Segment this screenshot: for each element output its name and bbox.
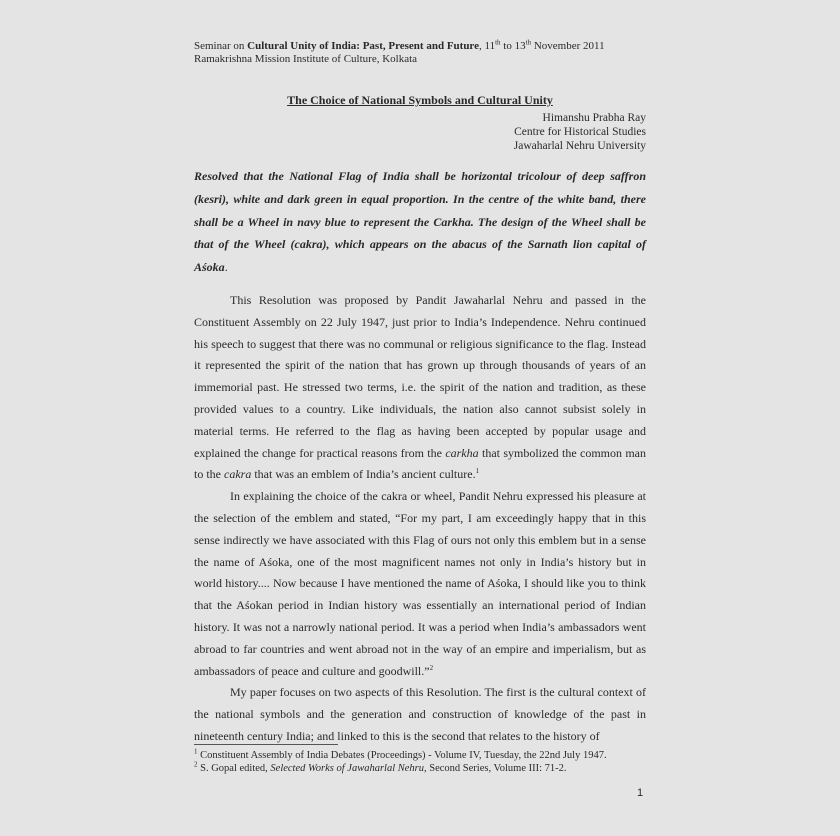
author-name: Himanshu Prabha Ray	[542, 112, 646, 124]
footnote-divider	[194, 744, 338, 745]
footnote-ref-1: 1	[475, 467, 480, 476]
paper-title: The Choice of National Symbols and Cultural Unity	[287, 93, 553, 107]
resolution-quote: Resolved that the National Flag of India shall be horizontal tricolour of deep saffron (kesri), white and dark green in equal proportion. In the centre of the white band, there shall be a Wheel in navy blue to represent the Carkha. The design of the Wheel shall be that of the Wheel (cakra), which appears on the abacus of the Sarnath lion capital of Aśoka.	[194, 169, 646, 275]
paragraph-1: This Resolution was proposed by Pandit Jawaharlal Nehru and passed in the Constituent Assembly on 22 July 1947, just prior to India’s Independence. Nehru continued his speech to suggest that there was no communal or religious significance to the flag. Instead it represented the spirit of the nation that has grown up through thousands of years of an immemorial past. He stressed two terms, i.e. the spirit of the nation and tradition, as these provided values to a country. Like individuals, the nation also cannot subsist solely in material terms. He referred to the flag as having been accepted by popular usage and explained the change for practical reasons from the carkha that symbolized the common man to the cakra that was an emblem of India’s ancient culture.$^1$	[194, 293, 646, 482]
footnote-ref-2: 2	[429, 663, 434, 672]
author-university: Jawaharlal Nehru University	[513, 140, 646, 152]
author-block	[514, 111, 646, 153]
running-header	[194, 40, 605, 66]
author-department: Centre for Historical Studies	[514, 126, 646, 138]
body-text	[194, 290, 646, 748]
footnote-2: $^2$ S. Gopal edited, Selected Works of Jawaharlal Nehru, Second Series, Volume III: 71-2.	[194, 760, 567, 774]
header-institute-line: Ramakrishna Mission Institute of Culture, Kolkata	[194, 53, 418, 65]
page-number: 1	[637, 787, 644, 799]
paragraph-3: My paper focuses on two aspects of this Resolution. The first is the cultural context of the national symbols and the generation and construction of knowledge of the past in nineteenth century India; and linked to this is the second that relates to the history of	[194, 685, 646, 743]
header-seminar-line: Seminar on Cultural Unity of India: Past, Present and Future, 11th to 13th November 2011	[194, 38, 605, 52]
paragraph-2: In explaining the choice of the cakra or wheel, Pandit Nehru expressed his pleasure at the selection of the emblem and stated, “For my part, I am exceedingly happy that in this sense indirectly we have associated with this Flag of ours not only this emblem but in a sense the name of Aśoka, one of the most magnificent names not only in India’s history but in world history.... Now because I have mentioned the name of Aśoka, I should like you to think that the Aśokan period in Indian history was essentially an international period of Indian history. It was not a narrowly national period. It was a period when India’s ambassadors went abroad to far countries and went abroad not in the way of an empire and imperialism, but as ambassadors of peace and culture and goodwill.”$^2$	[194, 489, 646, 678]
footnote-1: $^1$ Constituent Assembly of India Debates (Proceedings) - Volume IV, Tuesday, the 22nd July 1947.	[194, 747, 607, 761]
footnotes	[194, 749, 646, 775]
